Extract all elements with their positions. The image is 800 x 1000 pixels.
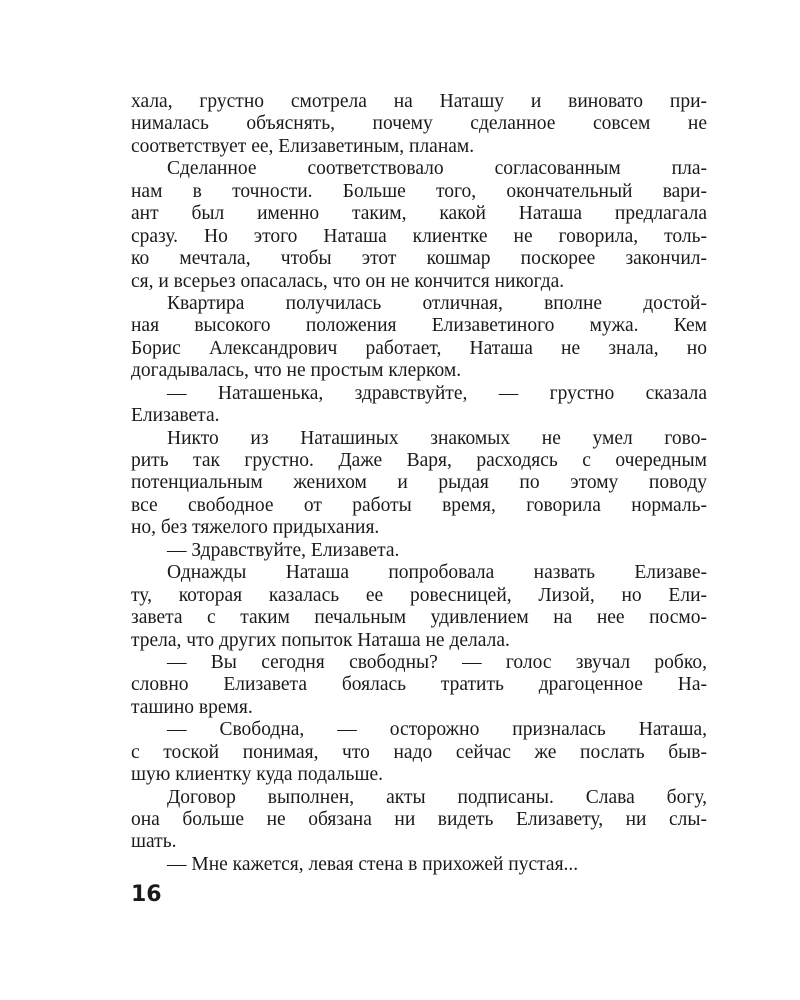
text-line: ант был именно таким, какой Наташа предлагала bbox=[131, 203, 708, 225]
text-line: нималась объяснять, почему сделанное совсем не bbox=[131, 113, 707, 135]
text-line: словно Елизавета боялась тратить драгоценное На- bbox=[131, 674, 708, 696]
text-line: ко мечтала, чтобы этот кошмар поскорее закончил- bbox=[131, 248, 707, 270]
text-line: но, без тяжелого придыхания. bbox=[131, 517, 380, 539]
text-line: — Вы сегодня свободны? — голос звучал робко, bbox=[167, 651, 707, 673]
text-line: сразу. Но этого Наташа клиентке не говорила, толь- bbox=[131, 225, 707, 247]
text-line: Договор выполнен, акты подписаны. Слава богу, bbox=[167, 786, 707, 808]
text-line: Квартира получилась отличная, вполне достой- bbox=[167, 292, 707, 314]
text-line: Елизавета. bbox=[131, 405, 220, 427]
text-line: — Мне кажется, левая стена в прихожей пустая... bbox=[167, 853, 579, 875]
text-line: ся, и всерьез опасалась, что он не кончится никогда. bbox=[131, 270, 565, 292]
text-line: трела, что других попыток Наташа не делала. bbox=[131, 629, 510, 651]
text-line: — Наташенька, здравствуйте, — грустно сказала bbox=[167, 382, 708, 404]
text-line: — Свободна, — осторожно призналась Наташа, bbox=[167, 719, 707, 741]
text-line: догадывалась, что не простым клерком. bbox=[131, 360, 462, 382]
text-line: с тоской понимая, что надо сейчас же послать быв- bbox=[131, 741, 707, 763]
text-line: Никто из Наташиных знакомых не умел гово- bbox=[167, 427, 707, 449]
text-line: потенциальным женихом и рыдая по этому поводу bbox=[131, 472, 708, 494]
text-line: Сделанное соответствовало согласованным пла- bbox=[167, 158, 708, 180]
text-line: рить так грустно. Даже Варя, расходясь с очередным bbox=[131, 450, 707, 471]
text-line: завета с таким печальным удивлением на нее посмо- bbox=[131, 607, 708, 629]
text-line: ная высокого положения Елизаветиного мужа. Кем bbox=[131, 315, 708, 337]
text-line: соответствует ее, Елизаветиным, планам. bbox=[131, 135, 475, 157]
text-line: шую клиентку куда подальше. bbox=[131, 764, 383, 786]
page-number: 16 bbox=[131, 882, 162, 907]
body-text bbox=[131, 91, 707, 876]
text-line: Однажды Наташа попробовала назвать Елизаве- bbox=[167, 562, 708, 584]
text-line: ташино время. bbox=[131, 696, 253, 718]
text-line: — Здравствуйте, Елизавета. bbox=[167, 539, 400, 561]
text-line: хала, грустно смотрела на Наташу и виновато при- bbox=[131, 91, 707, 112]
text-line: Борис Александрович работает, Наташа не знала, но bbox=[131, 337, 707, 359]
text-line: нам в точности. Больше того, окончательный вари- bbox=[131, 180, 707, 202]
text-line: все свободное от работы время, говорила нормаль- bbox=[131, 494, 708, 516]
text-line: ту, которая казалась ее ровесницей, Лизой, но Ели- bbox=[131, 584, 707, 606]
text-line: она больше не обязана ни видеть Елизавету, ни слы- bbox=[131, 809, 708, 830]
text-line: шать. bbox=[131, 831, 177, 853]
